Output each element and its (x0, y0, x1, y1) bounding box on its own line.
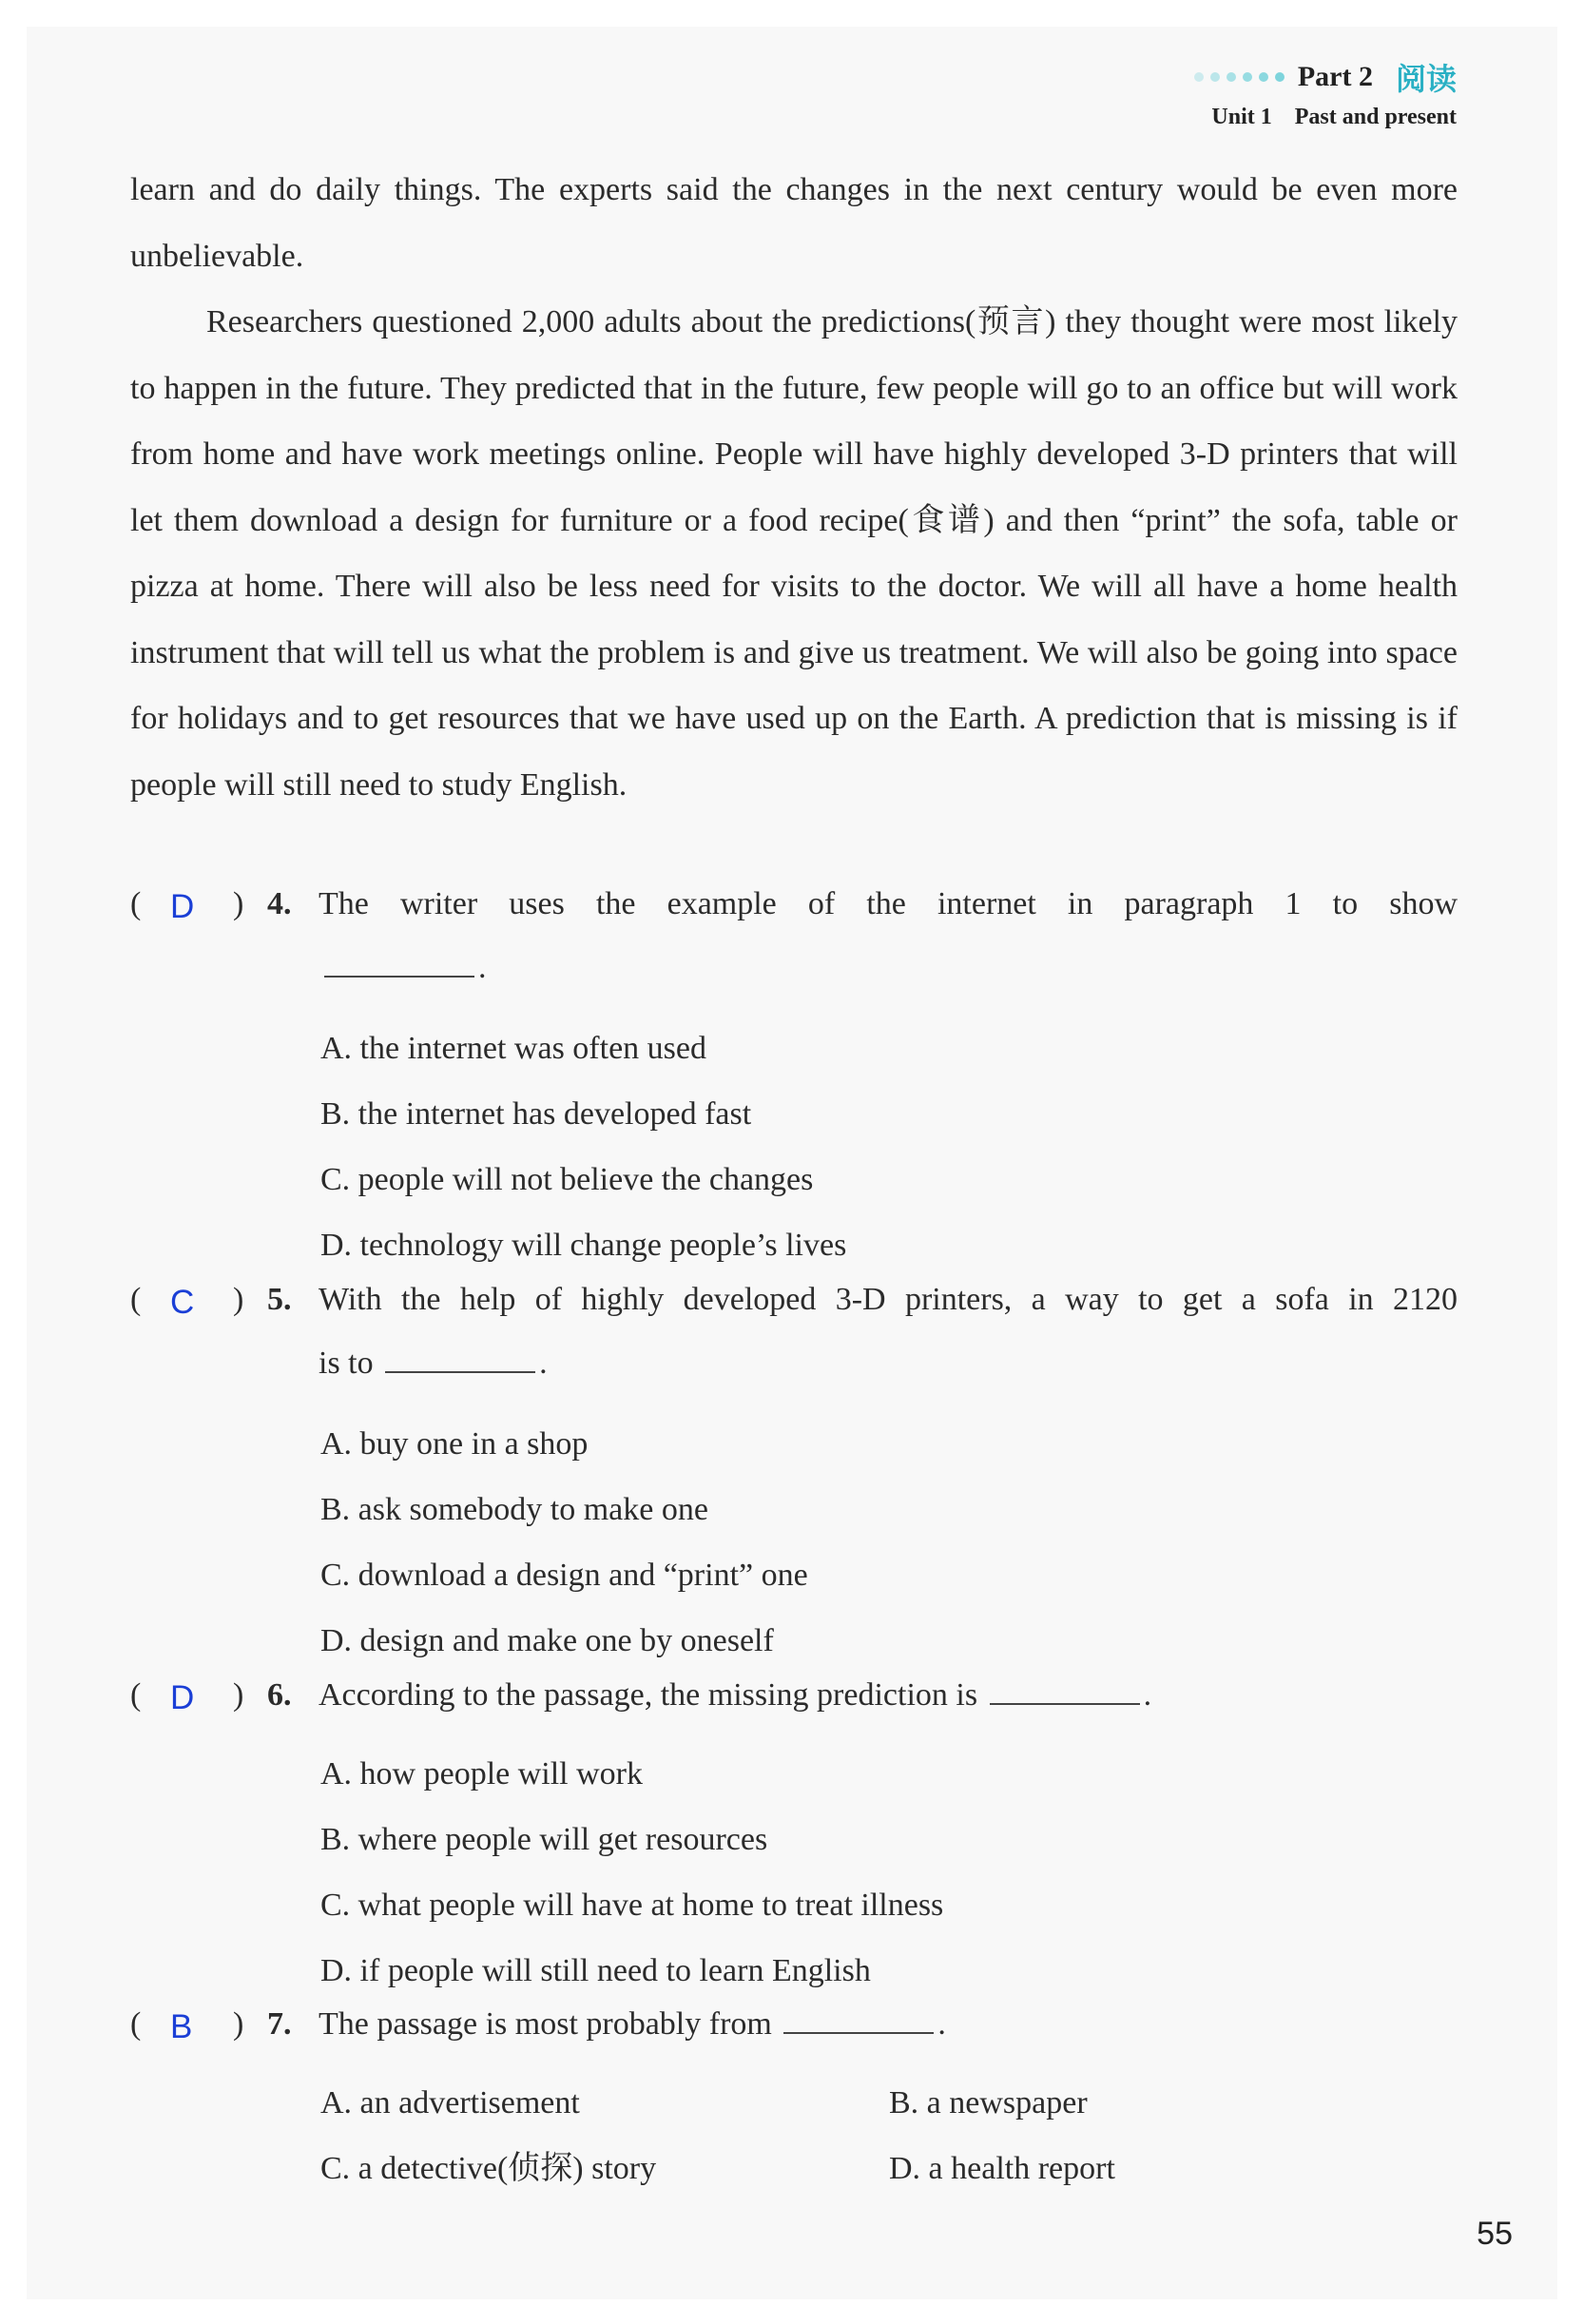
unit-line (1194, 105, 1457, 130)
decorative-dots (1194, 72, 1285, 82)
answer-mark: D (170, 1679, 195, 1716)
question-stem: The writer uses the example of the internet in paragraph 1 to show (319, 886, 1458, 921)
option-d: D. design and make one by oneself (320, 1623, 774, 1658)
option-b: B. ask somebody to make one (320, 1492, 708, 1527)
option-b: B. where people will get resources (320, 1822, 768, 1857)
page-number: 55 (1477, 2216, 1513, 2252)
question-stem: According to the passage, the missing prediction is . (319, 1677, 1152, 1713)
unit-label: Unit 1 (1211, 105, 1272, 129)
question-5: ( C ) 5. With the help of highly developed 3-D printers, a way to get a sofa in 2120 is to . A. buy one in a shop B. ask somebody to make one C. download a design and “print” one D. design and make one by oneself (130, 1280, 1458, 1674)
question-number: 6. (267, 1677, 292, 1713)
reading-passage (130, 157, 1458, 818)
answer-blank (783, 2031, 934, 2034)
option-c: C. a detective(侦探) story (320, 2151, 657, 2186)
question-number: 4. (267, 886, 292, 921)
question-6: ( D ) 6. According to the passage, the missing prediction is . A. how people will work B. where people will get resources C. what people will have at home to treat illness D. if people will still need to learn English (130, 1675, 1458, 2004)
part-section-cn: 阅读 (1395, 61, 1457, 97)
option-c: C. download a design and “print” one (320, 1558, 808, 1593)
answer-mark: C (170, 1284, 195, 1321)
option-d: D. a health report (889, 2151, 1115, 2186)
option-b: B. the internet has developed fast (320, 1096, 752, 1132)
answer-blank (990, 1702, 1140, 1705)
part-label: Part 2 (1297, 61, 1373, 92)
option-a: A. how people will work (320, 1756, 644, 1791)
question-number: 7. (267, 2006, 292, 2042)
option-d: D. if people will still need to learn English (320, 1953, 871, 1988)
option-a: A. buy one in a shop (320, 1426, 589, 1462)
option-c: C. what people will have at home to treat illness (320, 1888, 944, 1923)
option-c: C. people will not believe the changes (320, 1162, 814, 1197)
question-number: 5. (267, 1282, 292, 1317)
answer-mark: D (170, 888, 195, 925)
question-stem: With the help of highly developed 3-D printers, a way to get a sofa in 2120 (319, 1282, 1458, 1317)
option-d: D. technology will change people’s lives (320, 1228, 847, 1263)
answer-mark: B (170, 2008, 193, 2045)
unit-title: Past and present (1294, 105, 1457, 129)
option-a: A. the internet was often used (320, 1031, 706, 1066)
question-stem: The passage is most probably from . (319, 2006, 946, 2042)
page-header (1194, 55, 1457, 130)
answer-blank (324, 975, 474, 978)
answer-blank (385, 1370, 535, 1373)
question-4: ( D ) 4. The writer uses the example of the internet in paragraph 1 to show . A. the internet was often used B. the internet has developed fast C. people will not believe the changes D. technology will change people’s lives (130, 884, 1458, 1278)
option-a: A. an advertisement (320, 2085, 580, 2121)
option-b: B. a newspaper (889, 2085, 1088, 2121)
question-7: ( B ) 7. The passage is most probably from . A. an advertisement B. a newspaper C. a detective(侦探) story D. a health report (130, 2004, 1458, 2201)
passage-paragraph-1: learn and do daily things. The experts said the changes in the next century would be even more unbelievable. (130, 172, 1458, 274)
passage-paragraph-2: Researchers questioned 2,000 adults about the predictions(预言) they thought were most likely to happen in the future. They predicted that in the future, few people will go to an office but will work from home and have work meetings online. People will have highly developed 3-D printers that will let them download a design for furniture or a food recipe(食谱) and then “print” the sofa, table or pizza at home. There will also be less need for visits to the doctor. We will all have a home health instrument that will tell us what the problem is and give us treatment. We will also be going into space for holidays and to get resources that we have used up on the Earth. A prediction that is missing is if people will still need to study English. (130, 304, 1458, 803)
